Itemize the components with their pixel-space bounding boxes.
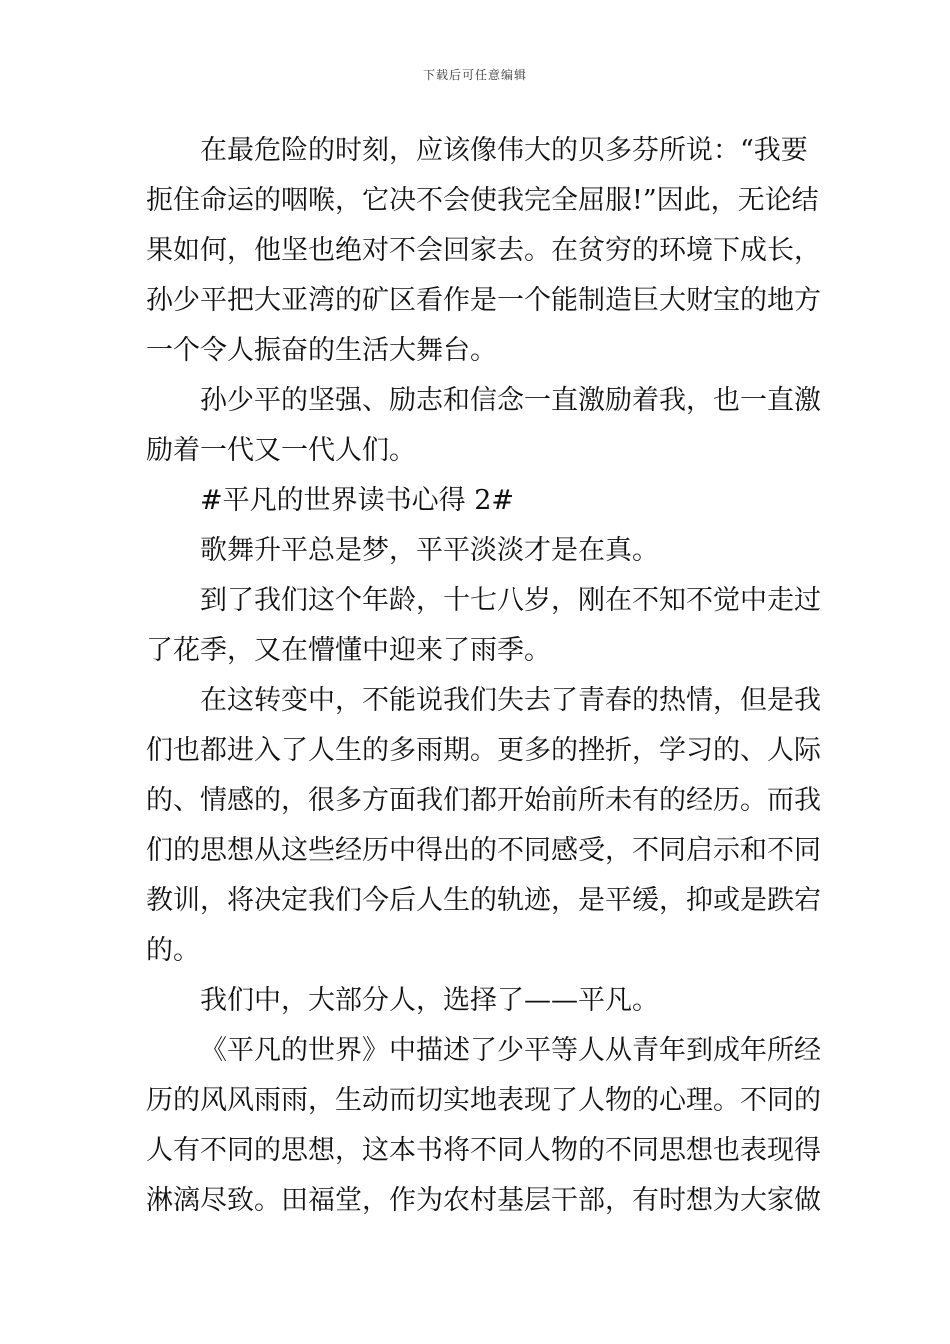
text-line: 的。 xyxy=(146,935,200,966)
text-line: 们也都进入了人生的多雨期。更多的挫折，学习的、人际 xyxy=(146,735,821,766)
text-line: 孙少平的坚强、励志和信念一直激励着我，也一直激 xyxy=(200,385,821,416)
text-line: 们的思想从这些经历中得出的不同感受，不同启示和不同 xyxy=(146,835,821,866)
text-line: 孙少平把大亚湾的矿区看作是一个能制造巨大财宝的地方 xyxy=(146,285,821,316)
text-line: 的、情感的，很多方面我们都开始前所未有的经历。而我 xyxy=(146,785,821,816)
paragraph xyxy=(146,676,821,976)
text-line: 在最危险的时刻，应该像伟大的贝多芬所说：“我要 xyxy=(200,135,808,166)
paragraph xyxy=(146,1026,821,1226)
text-line: 一个令人振奋的生活大舞台。 xyxy=(146,335,497,366)
paragraph xyxy=(146,526,806,576)
paragraph xyxy=(146,976,806,1026)
text-line: 我们中，大部分人，选择了——平凡。 xyxy=(200,985,659,1016)
text-line: 歌舞升平总是梦，平平淡淡才是在真。 xyxy=(200,535,659,566)
text-line: 在这转变中，不能说我们失去了青春的热情，但是我 xyxy=(200,685,821,716)
document-body xyxy=(146,126,821,1226)
section-heading-text: #平凡的世界读书心得 2# xyxy=(200,485,515,516)
text-line: 淋漓尽致。田福堂，作为农村基层干部，有时想为大家做 xyxy=(146,1185,821,1216)
section-heading xyxy=(146,476,806,526)
text-line: 人有不同的思想，这本书将不同人物的不同思想也表现得 xyxy=(146,1135,821,1166)
text-line: 励着一代又一代人们。 xyxy=(146,435,416,466)
text-line: 历的风风雨雨，生动而切实地表现了人物的心理。不同的 xyxy=(146,1085,821,1116)
text-line: 《平凡的世界》中描述了少平等人从青年到成年所经 xyxy=(200,1035,821,1066)
paragraph xyxy=(146,376,821,476)
text-line: 教训，将决定我们今后人生的轨迹，是平缓，抑或是跌宕 xyxy=(146,885,821,916)
paragraph xyxy=(146,126,821,376)
text-line: 到了我们这个年龄，十七八岁，刚在不知不觉中走过 xyxy=(200,585,821,616)
text-line: 果如何，他坚也绝对不会回家去。在贫穷的环境下成长， xyxy=(146,235,821,266)
page-header: 下载后可任意编辑 xyxy=(422,68,527,82)
text-line: 扼住命运的咽喉，它决不会使我完全屈服!”因此，无论结 xyxy=(146,185,819,216)
paragraph xyxy=(146,576,821,676)
text-line: 了花季，又在懵懂中迎来了雨季。 xyxy=(146,635,551,666)
